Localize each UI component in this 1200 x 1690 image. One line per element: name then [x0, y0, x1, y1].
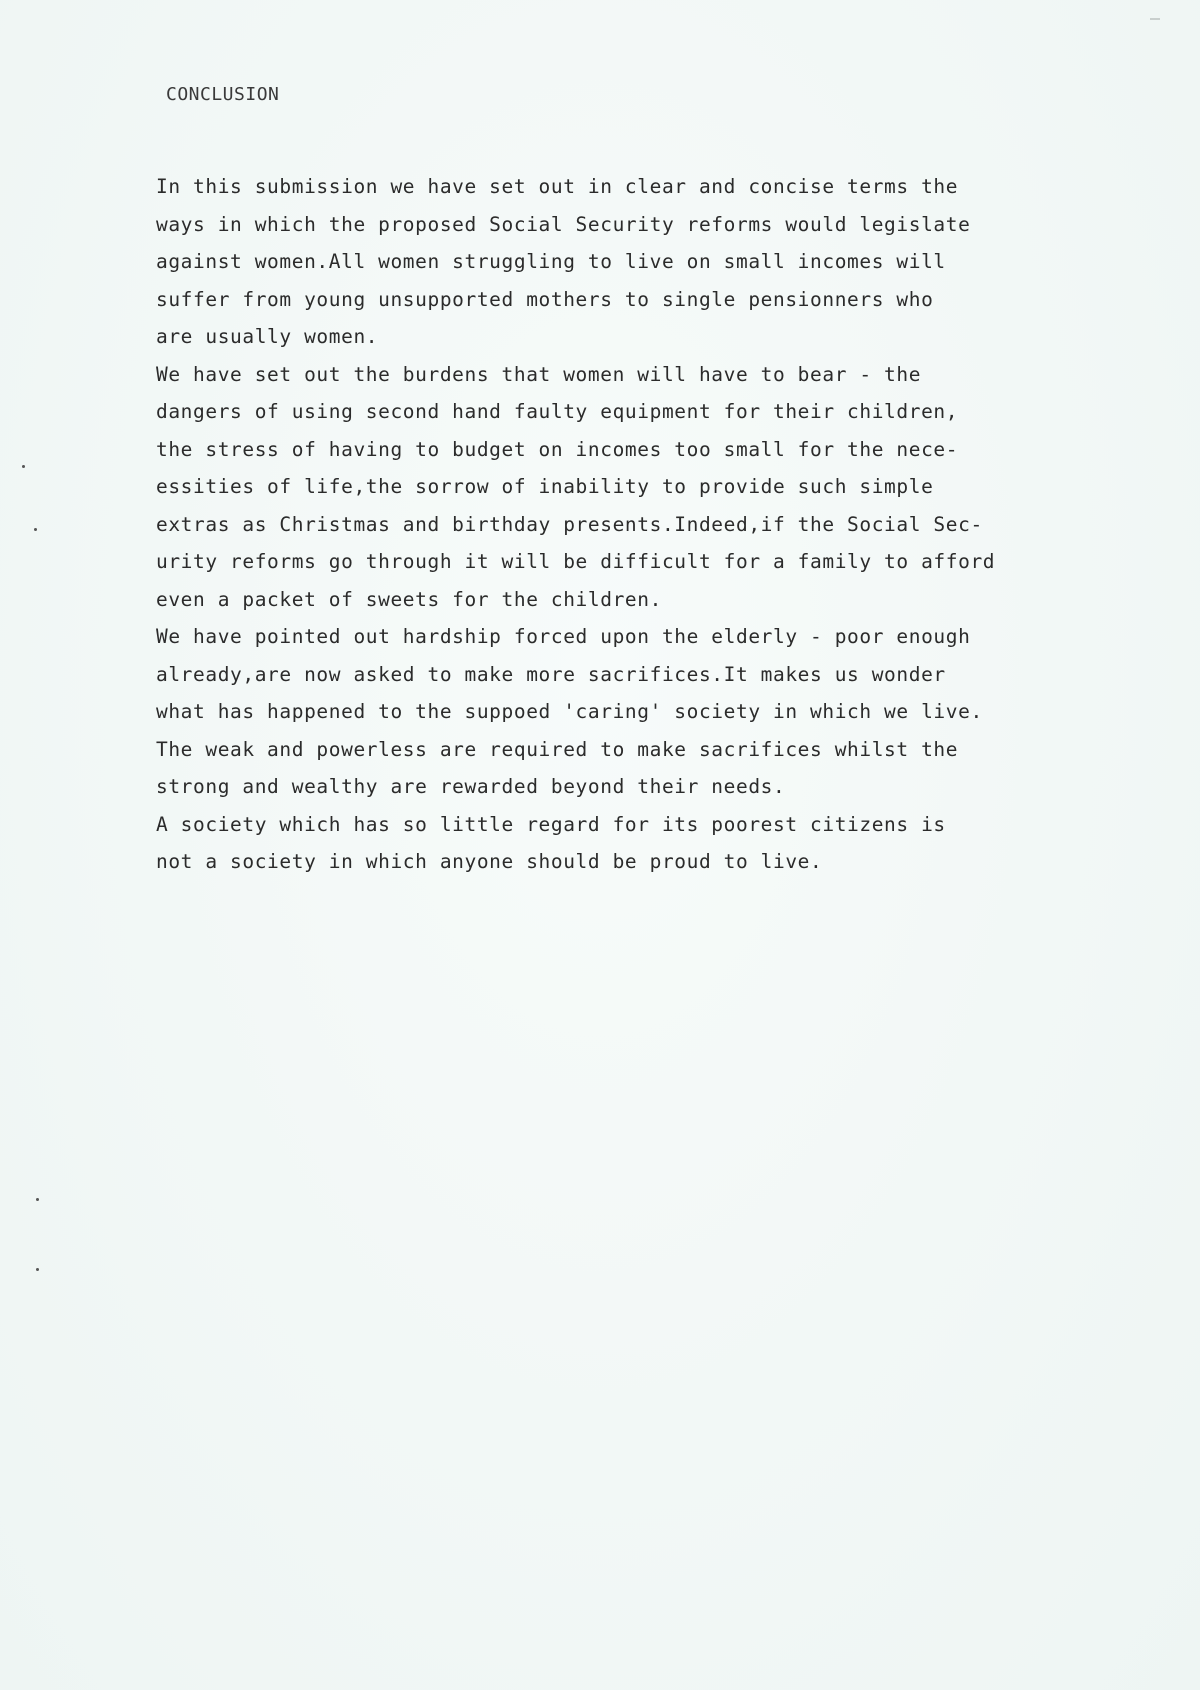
text-line: urity reforms go through it will be difficult for a family to afford: [156, 550, 996, 573]
punch-hole-dot: [34, 528, 37, 531]
text-line: the stress of having to budget on incomes too small for the nece-: [156, 437, 959, 461]
text-line: already,are now asked to make more sacrifices.It makes us wonder: [156, 662, 946, 686]
text-line: even a packet of sweets for the children.: [156, 587, 662, 611]
punch-hole-dot: [22, 465, 25, 468]
text-line: A society which has so little regard for its poorest citizens is: [156, 812, 946, 836]
text-line: We have set out the burdens that women will have to bear - the: [156, 362, 922, 386]
text-line: are usually women.: [156, 325, 379, 348]
text-line: essities of life,the sorrow of inability to provide such simple: [156, 475, 934, 498]
text-line: dangers of using second hand faulty equipment for their children,: [156, 400, 959, 423]
text-line: The weak and powerless are required to make sacrifices whilst the: [156, 737, 959, 761]
scan-mark: [1150, 18, 1160, 20]
text-line: In this submission we have set out in clear and concise terms the: [156, 175, 959, 198]
text-line: We have pointed out hardship forced upon the elderly - poor enough: [156, 625, 971, 648]
body-text: [156, 168, 1176, 881]
punch-hole-dot: [36, 1198, 39, 1201]
punch-hole-dot: [36, 1268, 39, 1271]
text-line: not a society in which anyone should be proud to live.: [156, 850, 823, 873]
text-line: suffer from young unsupported mothers to single pensionners who: [156, 287, 934, 311]
section-heading: CONCLUSION: [166, 84, 280, 105]
text-line: against women.All women struggling to live on small incomes will: [156, 250, 946, 273]
text-line: what has happened to the suppoed 'caring' society in which we live.: [156, 700, 983, 723]
text-line: strong and wealthy are rewarded beyond their needs.: [156, 775, 786, 798]
text-line: ways in which the proposed Social Security reforms would legislate: [156, 212, 971, 236]
text-line: extras as Christmas and birthday presents.Indeed,if the Social Sec-: [156, 512, 983, 536]
